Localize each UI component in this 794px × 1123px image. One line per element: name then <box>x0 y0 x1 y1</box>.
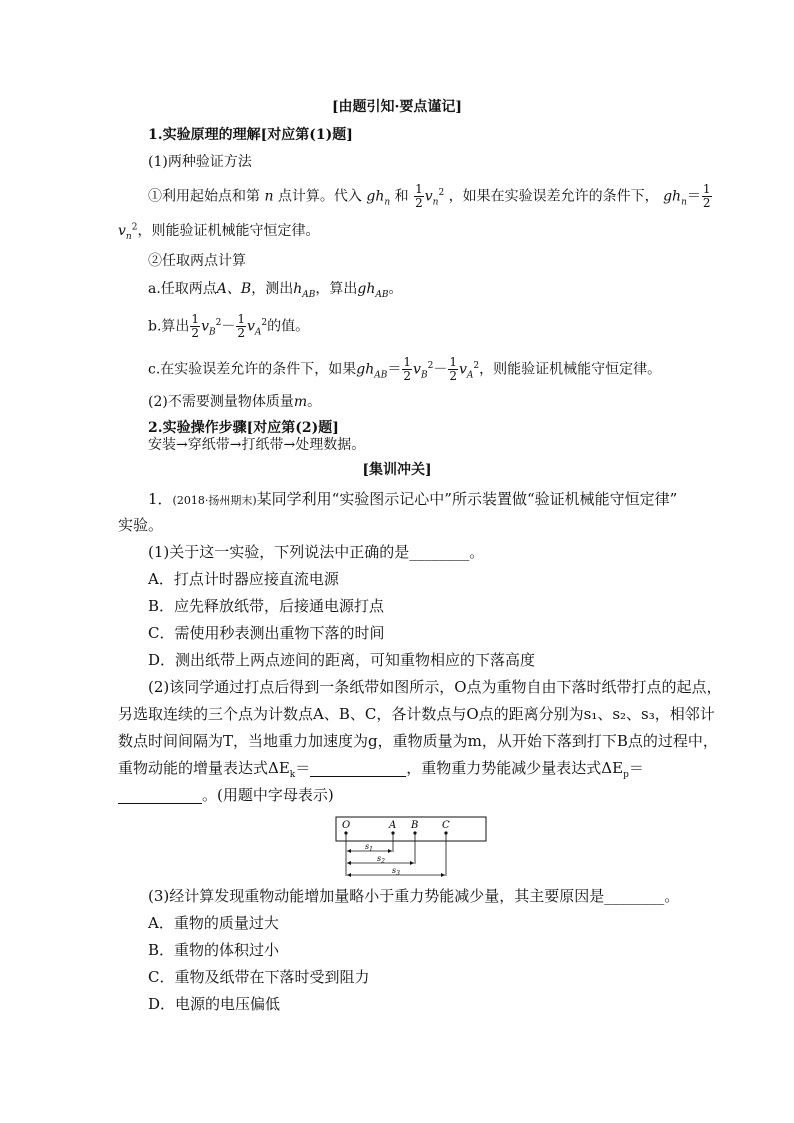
method1-text-b: 点计算。代入 <box>277 188 362 205</box>
step-a-h-sub: AB <box>302 289 316 300</box>
step-b-vA-sq: 2 <box>261 317 268 328</box>
q1-part2-line1: (2)该同学通过打点后得到一条纸带如图所示，O点为重物自由下落时纸带打点的起点， <box>148 678 722 696</box>
step-c-gh: gh <box>356 361 375 378</box>
q1-text1: 某同学利用“实验图示记心中”所示装置做“验证机械能守恒定律” <box>256 490 678 508</box>
step-b-vB-sq: 2 <box>215 317 222 328</box>
step-c-vA-sub: A <box>466 370 474 381</box>
method1-v2-sub: n <box>125 231 132 242</box>
step-b-vA: v <box>246 318 255 335</box>
step-a-gh: gh <box>357 281 376 297</box>
step-c-vA-sq: 2 <box>473 360 480 371</box>
method2-step-c <box>148 356 661 383</box>
q1-number: 1． <box>148 490 173 508</box>
frac-den: 2 <box>237 326 245 340</box>
section-header-knowledge: [由题引知·要点谨记] <box>331 99 463 115</box>
frac-den: 2 <box>403 369 412 383</box>
step-c-vB: v <box>413 361 421 378</box>
q1-dEp-eq: ＝ <box>628 759 644 777</box>
step-a-text1: a.任取两点 <box>148 281 217 297</box>
method1-gh: gh <box>366 188 385 205</box>
step-b-vA-sub: A <box>254 327 262 338</box>
q1-part2-note: 。(用题中字母表示) <box>202 786 334 804</box>
frac-den: 2 <box>702 196 711 210</box>
q1-part2-line3: 数点时间间隔为T，当地重力加速度为g，重物质量为m，从开始下落到打下B点的过程中， <box>118 732 718 750</box>
label-C: C <box>442 820 450 831</box>
fraction-half <box>702 183 712 210</box>
method1-text-c: 和 <box>394 188 409 205</box>
q1-source: (2018·扬州期末) <box>172 494 257 507</box>
label-s3-sub: 3 <box>396 870 400 877</box>
label-B: B <box>411 820 419 831</box>
label-s2-sub: 2 <box>381 858 385 865</box>
step-a-points: A、B <box>216 281 252 297</box>
method2-step-b <box>148 313 309 340</box>
frac-den: 2 <box>191 326 200 340</box>
frac-den: 2 <box>415 196 423 210</box>
step-b-minus: － <box>221 318 236 335</box>
q1-part3-option: A．重物的质量过大 <box>148 914 279 932</box>
q1-dEp-label: ，重物重力势能减少量表达式ΔE <box>406 759 624 777</box>
q1-part3: (3)经计算发现重物动能增加量略小于重力势能减少量，其主要原因是________。 <box>148 887 680 905</box>
answer-blank-dEp[interactable] <box>118 789 202 804</box>
tape-figure <box>330 812 492 878</box>
method2-title: ②任取两点计算 <box>148 253 246 269</box>
step-b-vB: v <box>201 318 209 335</box>
q1-part2-line2: 另选取连续的三个点为计数点A、B、C，各计数点与O点的距离分别为s₁、s₂、s₃，相邻计 <box>118 705 715 723</box>
method1-n: n <box>264 188 274 205</box>
section1-subtitle-mass <box>148 393 321 411</box>
frac-num: 1 <box>237 312 245 326</box>
section2-body: 安装→穿纸带→打纸带→处理数据。 <box>148 437 366 453</box>
q1-line1 <box>148 490 677 510</box>
mass-m: m <box>293 394 308 410</box>
method1-v-sq: 2 <box>438 187 445 198</box>
step-a-text3: ，算出 <box>315 281 358 297</box>
label-A: A <box>389 820 397 831</box>
step-c-text2: ，则能验证机械能守恒定律。 <box>479 361 662 378</box>
q1-line2: 实验。 <box>118 516 164 534</box>
method1-text-a: ①利用起始点和第 <box>148 188 260 205</box>
step-b-text1: b.算出 <box>148 318 190 335</box>
q1-part2-line4 <box>118 759 644 780</box>
section1-subtitle-methods: (1)两种验证方法 <box>148 154 252 170</box>
q1-part1: (1)关于这一实验，下列说法中正确的是________。 <box>148 543 485 561</box>
section2-title: 2.实验操作步骤[对应第(2)题] <box>148 420 339 436</box>
fraction-half <box>402 356 412 383</box>
fraction-half <box>414 183 424 210</box>
label-O: O <box>342 820 351 831</box>
step-c-minus: － <box>433 361 448 378</box>
q1-part1-option: A．打点计时器应接直流电源 <box>148 570 339 588</box>
method1-v-sub: n <box>432 197 439 208</box>
label-s3-s: s <box>392 866 397 875</box>
section1-title: 1.实验原理的理解[对应第(1)题] <box>148 127 353 143</box>
label-s2-s: s <box>377 854 382 863</box>
frac-num: 1 <box>191 312 200 326</box>
q1-part3-option: D．电源的电压偏低 <box>148 995 281 1013</box>
step-c-vB-sub: B <box>420 370 428 381</box>
step-a-gh-sub: AB <box>375 289 389 300</box>
method2-step-a <box>148 280 402 298</box>
q1-part2-line5 <box>118 786 334 804</box>
step-b-vB-sub: B <box>208 327 216 338</box>
method1-eq: ＝ <box>686 188 701 205</box>
q1-dEp-sub: p <box>623 770 629 780</box>
fraction-half <box>448 356 458 383</box>
step-c-vB-sq: 2 <box>427 360 434 371</box>
step-c-text1: c.在实验误差允许的条件下，如果 <box>148 361 357 378</box>
answer-blank-dEk[interactable] <box>310 762 406 777</box>
fraction-half <box>236 313 246 340</box>
step-c-eq: ＝ <box>387 361 402 378</box>
method1-v2-sq: 2 <box>131 222 138 233</box>
step-a-text4: 。 <box>388 281 403 297</box>
q1-dEk-eq: ＝ <box>295 759 311 777</box>
method1-line1 <box>148 183 713 210</box>
fraction-half <box>190 313 200 340</box>
section-header-practice: [集训冲关] <box>362 462 432 478</box>
step-a-h: h <box>293 281 303 297</box>
mass-text: (2)不需要测量物体质量 <box>148 394 294 410</box>
q1-dEk-label: 重物动能的增量表达式ΔE <box>118 759 290 777</box>
method1-v: v <box>424 188 433 205</box>
frac-num: 1 <box>702 182 711 196</box>
frac-num: 1 <box>415 182 423 196</box>
method1-gh2-sub: n <box>681 197 687 208</box>
method1-text-e: ，则能验证机械能守恒定律。 <box>137 223 320 239</box>
q1-part1-option: B．应先释放纸带，后接通电源打点 <box>148 597 385 615</box>
step-c-gh-sub: AB <box>374 370 388 381</box>
method1-text-d: ，如果在实验误差允许的条件下， <box>448 188 659 205</box>
label-s1-sub: 1 <box>369 846 373 853</box>
method1-line2 <box>118 222 319 240</box>
mass-end: 。 <box>307 394 322 410</box>
q1-part1-option: D．测出纸带上两点迹间的距离，可知重物相应的下落高度 <box>148 651 536 669</box>
frac-num: 1 <box>403 355 412 369</box>
step-c-vA: v <box>458 361 467 378</box>
q1-part3-option: C．重物及纸带在下落时受到阻力 <box>148 968 370 986</box>
label-s1-s: s <box>365 842 370 851</box>
step-b-text2: 的值。 <box>267 318 310 335</box>
q1-part3-option: B．重物的体积过小 <box>148 941 280 959</box>
step-a-text2: ，测出 <box>251 281 294 297</box>
method1-gh-sub: n <box>384 197 391 208</box>
q1-part1-option: C．需使用秒表测出重物下落的时间 <box>148 624 385 642</box>
q1-dEk-sub: k <box>289 770 296 780</box>
frac-den: 2 <box>449 369 457 383</box>
method1-v2: v <box>118 223 126 239</box>
frac-num: 1 <box>449 355 457 369</box>
method1-gh2: gh <box>663 188 682 205</box>
